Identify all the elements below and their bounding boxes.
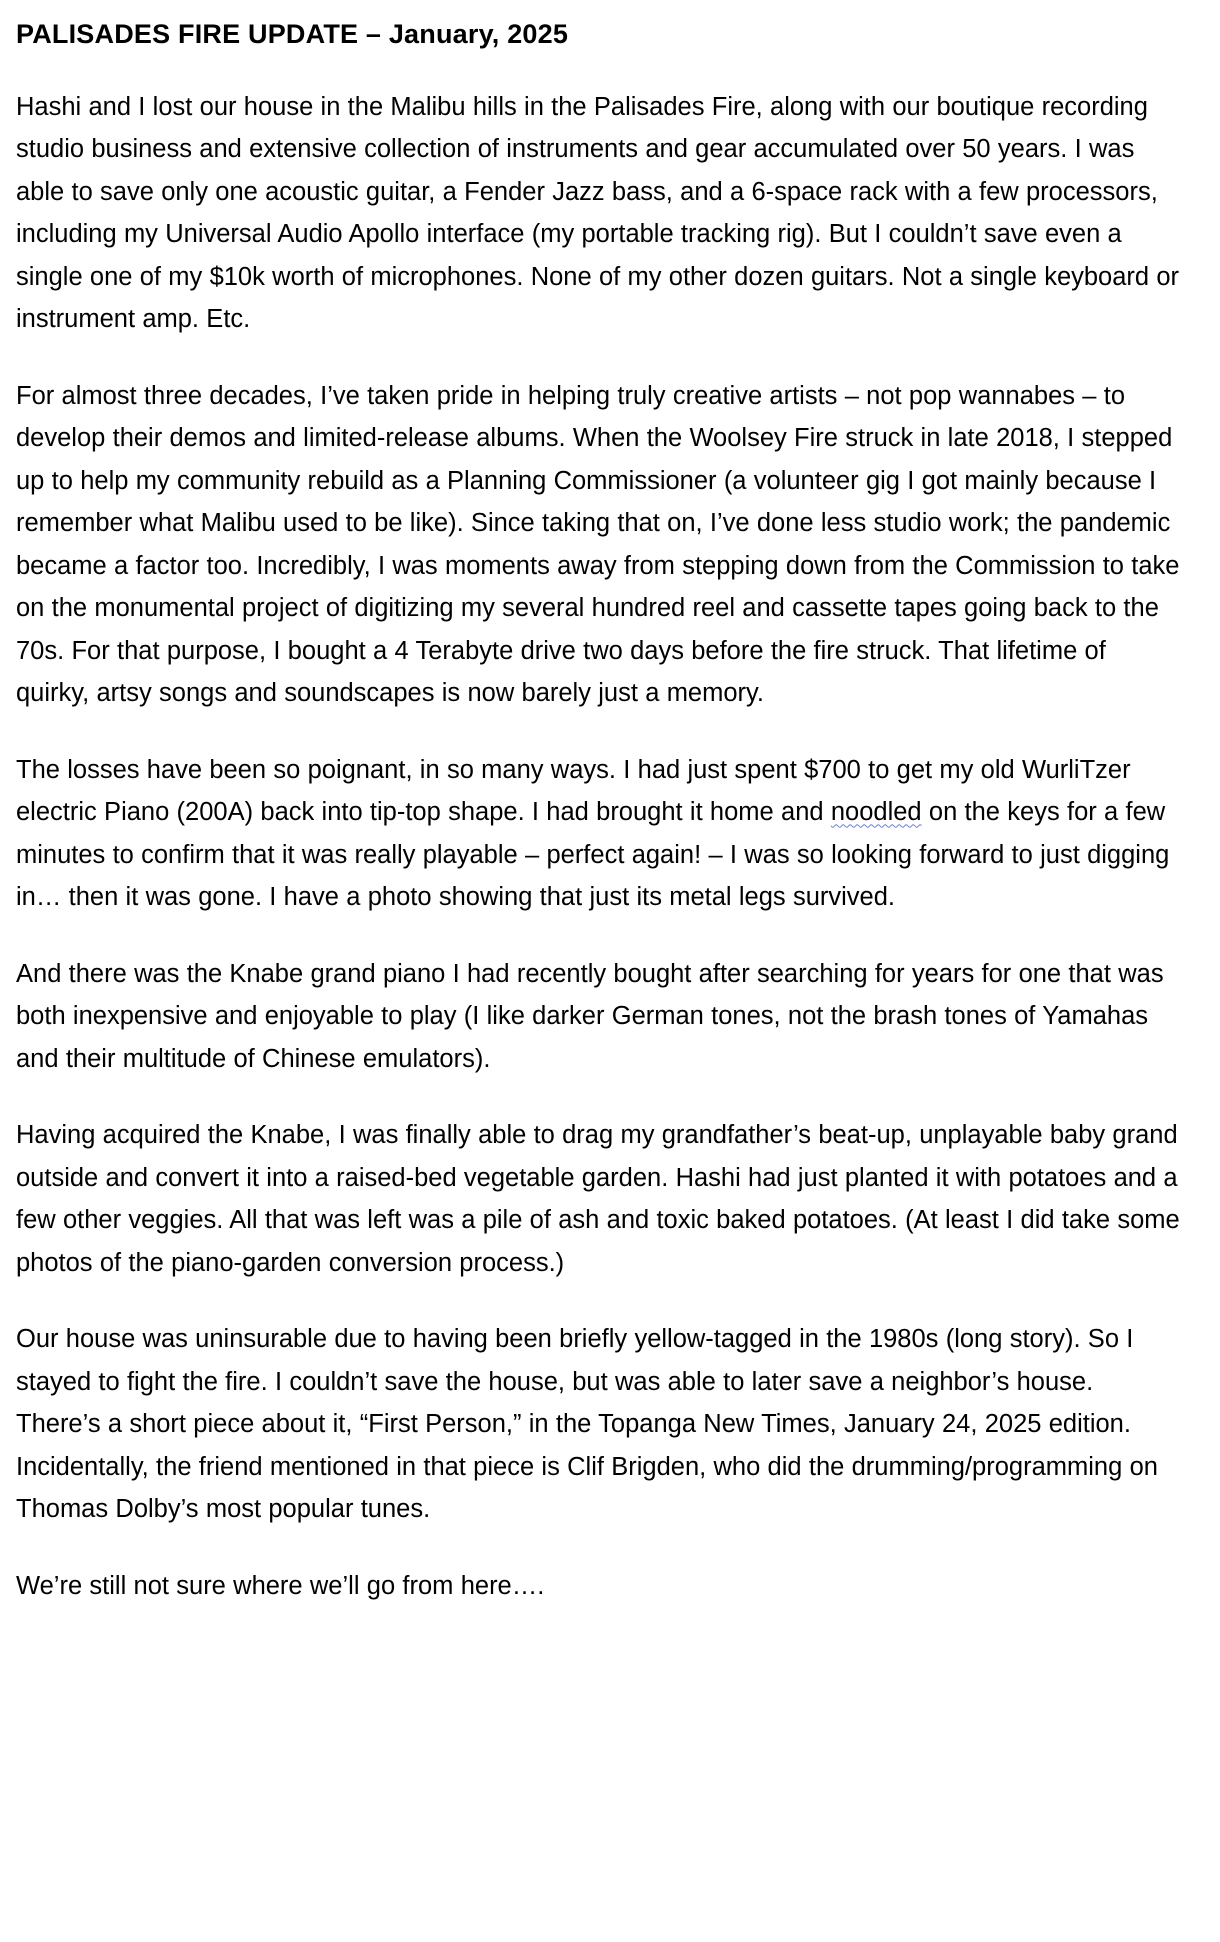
paragraph-insurance-and-fire: Our house was uninsurable due to having been briefly yellow-tagged in the 1980s (long story). So I stayed to fight the fire. I couldn’t save the house, but was able to later save a neighbor’s house. There’s a short piece about it, “First Person,” in the Topanga New Times, January 24, 2025 edition. Incidentally, the friend mentioned in that piece is Clif Brigden, who did the drumming/programming on Thomas Dolby’s most popular tunes. xyxy=(16,1325,1158,1524)
misspelled-word[interactable]: noodled xyxy=(830,798,922,827)
paragraph-knabe-piano: And there was the Knabe grand piano I had recently bought after searching for years for one that was both inexpensive and enjoyable to play (I like darker German tones, not the brash tones of Yamahas and their multitude of Chinese emulators). xyxy=(16,959,1164,1073)
paragraph-wurlitzer-part2: on the keys for a few minutes to confirm that it was really playable – perfect again! – I was so looking forward to just digging in… then it was gone. I have a photo showing that just its metal legs survived. xyxy=(16,798,1170,912)
paragraph-career-history: For almost three decades, I’ve taken pride in helping truly creative artists – not pop wannabes – to develop their demos and limited-release albums. When the Woolsey Fire struck in late 2018, I stepped up to help my community rebuild as a Planning Commissioner (a volunteer gig I got mainly because I remember what Malibu used to be like). Since taking that on, I’ve done less studio work; the pandemic became a factor too. Incredibly, I was moments away from stepping down from the Commission to take on the monumental project of digitizing my several hundred reel and cassette tapes going back to the 70s. For that purpose, I bought a 4 Terabyte drive two days before the fire struck. That lifetime of quirky, artsy songs and soundscapes is now barely just a memory. xyxy=(16,381,1180,708)
paragraph-losses-overview: Hashi and I lost our house in the Malibu hills in the Palisades Fire, along with our boutique recording studio business and extensive collection of instruments and gear accumulated over 50 years. I was able to save only one acoustic guitar, a Fender Jazz bass, and a 6-space rack with a few processors, including my Universal Audio Apollo interface (my portable tracking rig). But I couldn’t save even a single one of my $10k worth of microphones. None of my other dozen guitars. Not a single keyboard or instrument amp. Etc. xyxy=(16,92,1180,334)
paragraph-garden-conversion: Having acquired the Knabe, I was finally able to drag my grandfather’s beat-up, unplayable baby grand outside and convert it into a raised-bed vegetable garden. Hashi had just planted it with potatoes and a few other veggies. All that was left was a pile of ash and toxic baked potatoes. (At least I did take some photos of the piano-garden conversion process.) xyxy=(16,1121,1180,1277)
page-title: PALISADES FIRE UPDATE – January, 2025 xyxy=(16,19,569,49)
paragraph-wurlitzer-loss xyxy=(16,749,1180,919)
paragraph-wurlitzer-part1: The losses have been so poignant, in so many ways. I had just spent $700 to get my old WurliTzer electric Piano (200A) back into tip-top shape. I had brought it home and xyxy=(16,755,1131,827)
paragraph-closing: We’re still not sure where we’ll go from here…. xyxy=(16,1571,545,1600)
